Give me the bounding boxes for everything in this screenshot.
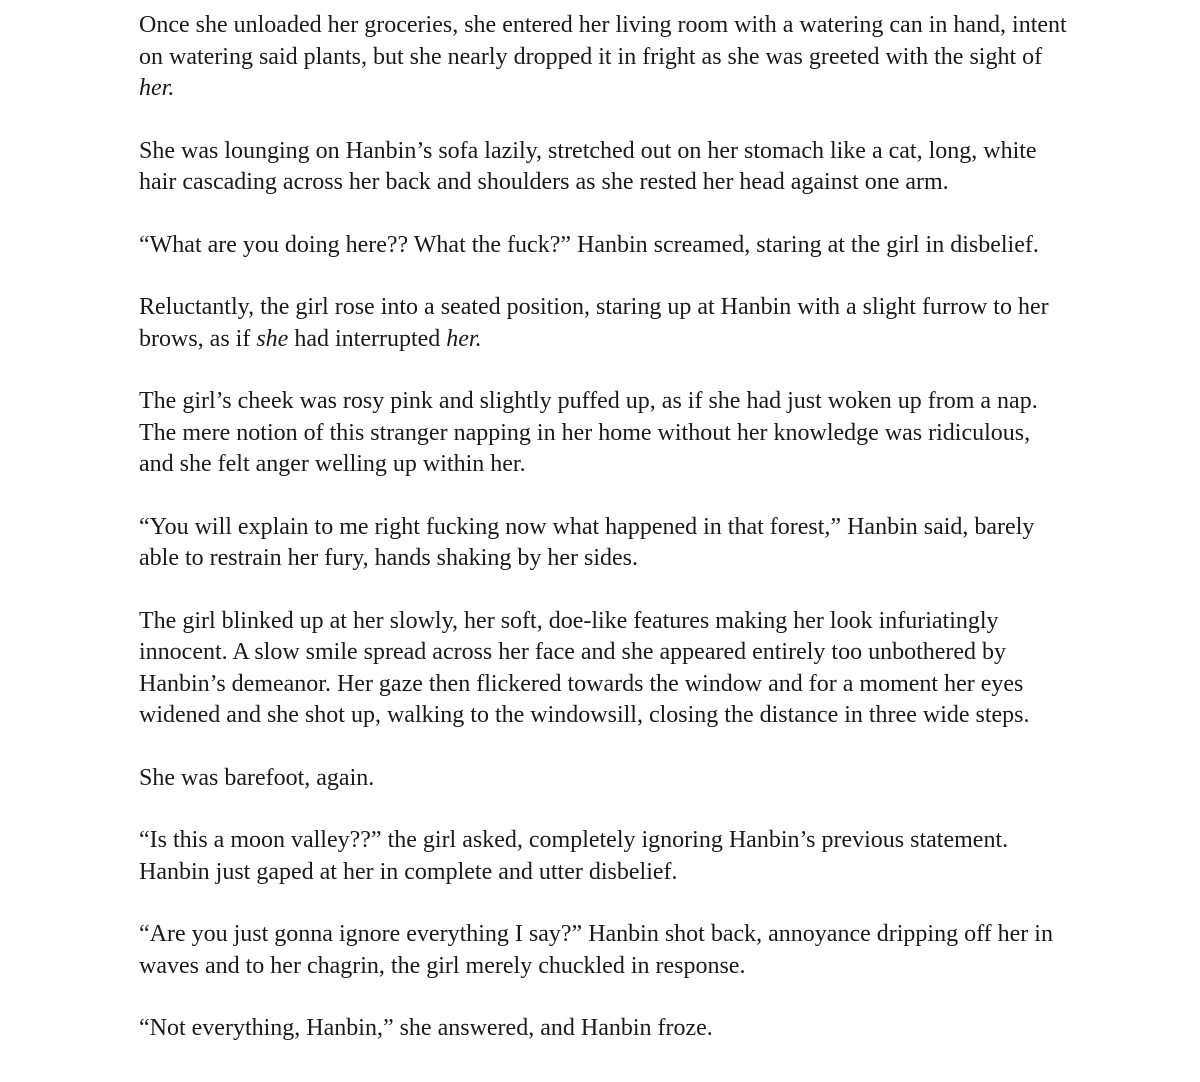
paragraph-text: She was lounging on Hanbin’s sofa lazily, stretched out on her stomach like a cat, long, white hair cascading across her back and shoulders as she rested her head against one arm. (139, 137, 1037, 195)
story-text (139, 10, 1069, 1076)
paragraph-text: “Are you just gonna ignore everything I say?” Hanbin shot back, annoyance dripping off her in waves and to her chagrin, the girl merely chuckled in response. (139, 921, 1053, 979)
paragraph-text: “What are you doing here?? What the fuck?” Hanbin screamed, staring at the girl in disbelief. (139, 231, 1039, 258)
paragraph-text: The girl blinked up at her slowly, her soft, doe-like features making her look infuriatingly innocent. A slow smile spread across her face and she appeared entirely too unbothered by Hanbin’s demeanor. Her gaze then flickered towards the window and for a moment her eyes widened and she shot up, walking to the windowsill, closing the distance in three wide steps. (139, 607, 1030, 728)
italic-text: she (256, 325, 289, 352)
story-paragraph (139, 512, 1069, 575)
story-paragraph (139, 230, 1069, 262)
story-paragraph (139, 136, 1069, 199)
story-paragraph (139, 825, 1069, 888)
paragraph-text: The girl’s cheek was rosy pink and slightly puffed up, as if she had just woken up from a nap. The mere notion of this stranger napping in her home without her knowledge was ridiculous, and she felt anger welling up within her. (139, 388, 1038, 477)
paragraph-text: Once she unloaded her groceries, she entered her living room with a watering can in hand, intent on watering said plants, but she nearly dropped it in fright as she was greeted with the sight of (139, 12, 1067, 70)
italic-text: her. (139, 75, 175, 101)
story-paragraph (139, 606, 1069, 732)
story-paragraph (139, 10, 1069, 105)
story-paragraph (139, 763, 1069, 795)
paragraph-text: “You will explain to me right fucking now what happened in that forest,” Hanbin said, barely able to restrain her fury, hands shaking by her sides. (139, 513, 1035, 571)
paragraph-text: “Not everything, Hanbin,” she answered, and Hanbin froze. (139, 1015, 713, 1041)
story-paragraph (139, 1013, 1069, 1045)
paragraph-text: “Is this a moon valley??” the girl asked, completely ignoring Hanbin’s previous statement. Hanbin just gaped at her in complete and utter disbelief. (139, 827, 1009, 885)
paragraph-text: Reluctantly, the girl rose into a seated position, staring up at Hanbin with a slight furrow to her brows, as if (139, 294, 1049, 352)
paragraph-text: She was barefoot, again. (139, 764, 375, 791)
italic-text: her. (446, 325, 482, 352)
story-paragraph (139, 292, 1069, 355)
story-paragraph (139, 386, 1069, 481)
story-paragraph (139, 919, 1069, 982)
paragraph-text: had interrupted (288, 325, 447, 352)
